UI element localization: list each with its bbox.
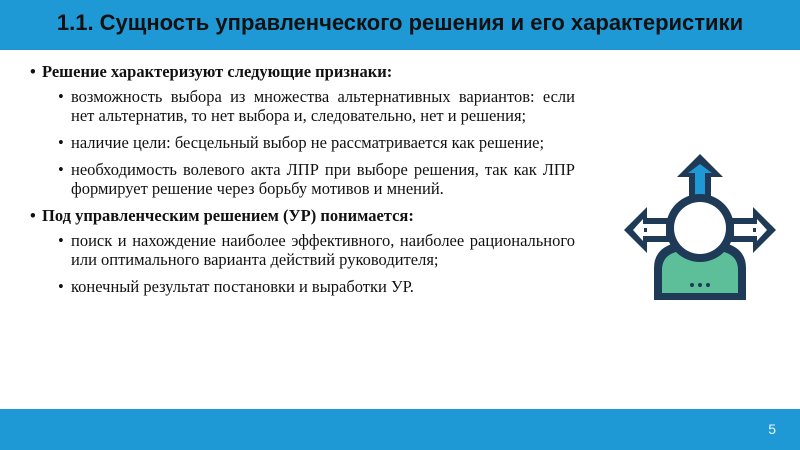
list-item: • возможность выбора из множества альтернативных вариантов: если нет альтернатив, то нет выбора и, следовательно, нет и решения; [58, 87, 575, 125]
bullet-list [30, 231, 575, 296]
section-heading: • Решение характеризуют следующие признаки: [30, 62, 575, 81]
list-item: • необходимость волевого акта ЛПР при выборе решения, так как ЛПР формирует решение через борьбу мотивов и мнений. [58, 160, 575, 198]
page-number: 5 [768, 421, 776, 437]
bullet-list [30, 87, 575, 198]
title-bar [0, 0, 800, 50]
footer-bar [0, 409, 800, 450]
section-management-decision [30, 206, 575, 296]
list-item: • конечный результат постановки и выработки УР. [58, 277, 575, 296]
section-decision-features [30, 62, 575, 198]
list-item: • поиск и нахождение наиболее эффективного, наиболее рационального или оптимального варианта действий руководителя; [58, 231, 575, 269]
slide-content [30, 62, 575, 304]
list-item: • наличие цели: бесцельный выбор не рассматривается как решение; [58, 133, 575, 152]
decision-person-arrows-icon [620, 150, 780, 310]
section-heading: • Под управленческим решением (УР) понимается: [30, 206, 575, 225]
slide-title: 1.1. Сущность управленческого решения и его характеристики [56, 10, 744, 35]
